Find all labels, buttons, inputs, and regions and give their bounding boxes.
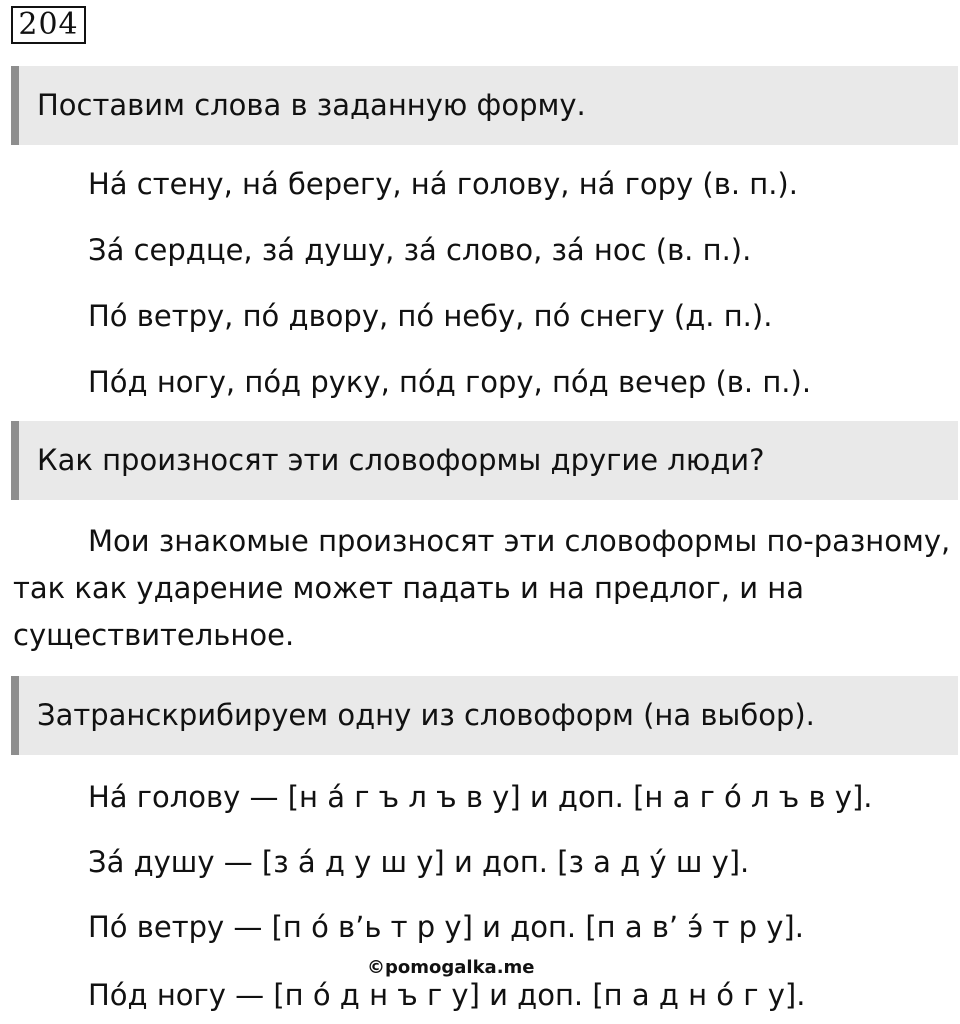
section-heading-2 <box>11 421 958 500</box>
answer-paragraph: Мои знакомые произносят эти словоформы по-разному, так как ударение может падать и на предлог, и на существительное. <box>13 524 951 652</box>
section-heading-3 <box>11 676 958 755</box>
transcription-line-2: За́ душу — [з а́ д у ш у] и доп. [з а д у́ ш у]. <box>88 845 750 879</box>
form-line-3: По́ ветру, по́ двору, по́ небу, по́ снегу (д. п.). <box>88 299 773 333</box>
section-heading-3-text: Затранскрибируем одну из словоформ (на выбор). <box>37 698 815 732</box>
section-heading-2-text: Как произносят эти словоформы другие люди? <box>37 443 765 477</box>
section-heading-1 <box>11 66 958 145</box>
form-line-2: За́ сердце, за́ душу, за́ слово, за́ нос (в. п.). <box>88 233 752 267</box>
section-heading-1-text: Поставим слова в заданную форму. <box>37 88 586 122</box>
watermark: ©pomogalka.me <box>367 957 535 978</box>
task-number: 204 <box>11 6 86 44</box>
transcription-line-3: По́ ветру — [п о́ в’ь т р у] и доп. [п а в’ э́ т р у]. <box>88 910 804 944</box>
transcription-line-1: На́ голову — [н а́ г ъ л ъ в у] и доп. [н а г о́ л ъ в у]. <box>88 780 873 814</box>
transcription-line-4: По́д ногу — [п о́ д н ъ г у] и доп. [п а д н о́ г у]. <box>88 978 806 1012</box>
form-line-4: По́д ногу, по́д руку, по́д гору, по́д вечер (в. п.). <box>88 365 812 399</box>
form-line-1: На́ стену, на́ берегу, на́ голову, на́ гору (в. п.). <box>88 167 798 201</box>
